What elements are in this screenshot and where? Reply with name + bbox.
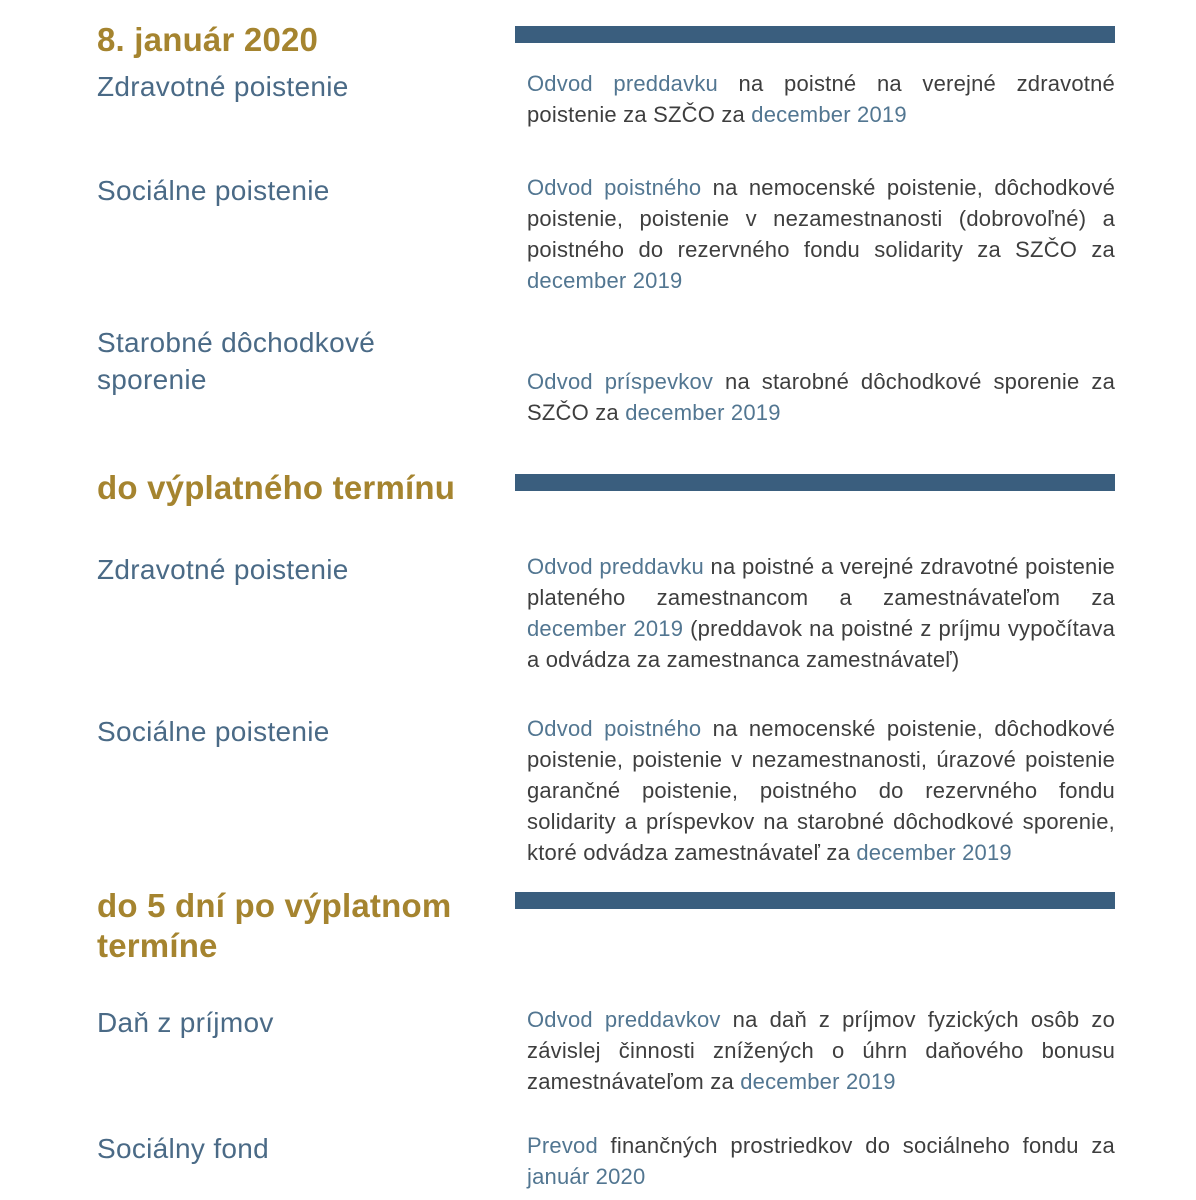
section-header-left [97, 886, 527, 966]
section-heading: do 5 dní po výplatnom termíne [97, 887, 452, 964]
row-left [97, 551, 527, 588]
row-description [527, 1004, 1115, 1097]
section-header-do-5-dni [0, 886, 1196, 966]
description-body: na daň z príjmov fyzických osôb zo závislej činnosti znížených o úhrn daňového bonusu zamestnávateľom za [527, 1007, 1115, 1094]
description-accent: Odvod preddavku [527, 554, 704, 579]
row-description [527, 366, 1115, 428]
section-header-do-vyplatneho-terminu [0, 468, 1196, 508]
row-left [97, 324, 527, 398]
row-right [527, 172, 1115, 296]
row-right [527, 713, 1115, 868]
row-left [97, 713, 527, 750]
section-divider-bar [515, 892, 1115, 909]
row-right [527, 1004, 1115, 1097]
row-right [527, 1130, 1115, 1192]
row-left [97, 68, 527, 105]
row-socialne-poistenie-1 [0, 172, 1196, 296]
row-right [527, 551, 1115, 675]
description-accent: december 2019 [751, 102, 907, 127]
section-heading: 8. január 2020 [97, 21, 319, 58]
description-accent: december 2019 [527, 616, 684, 641]
section-header-right [527, 20, 1115, 43]
section-header-right [527, 468, 1115, 491]
description-body: finančných prostriedkov do sociálneho fondu za [597, 1133, 1115, 1158]
category-label: Starobné dôchodkové sporenie [97, 327, 376, 395]
section-header-januar-8 [0, 20, 1196, 60]
row-dan-z-prijmov [0, 1004, 1196, 1097]
description-body: na nemocenské poistenie, dôchodkové poistenie, poistenie v nezamestnanosti, úrazové poistenie garančné poistenie, poistného do rezervného fondu solidarity a príspevkov na starobné dôchodkové sporenie, ktoré odvádza zamestnávateľ za [527, 716, 1116, 865]
row-description [527, 172, 1115, 296]
row-socialny-fond [0, 1130, 1196, 1192]
description-body: na starobné dôchodkové sporenie za SZČO za [527, 369, 1115, 425]
description-accent: Odvod poistného [527, 716, 702, 741]
description-body: na poistné na verejné zdravotné poistenie za SZČO za [527, 71, 1115, 127]
description-accent: Odvod poistného [527, 175, 702, 200]
category-label: Zdravotné poistenie [97, 554, 349, 585]
row-description [527, 713, 1115, 868]
row-left [97, 172, 527, 209]
description-body: (preddavok na poistné z príjmu vypočítava a odvádza za zamestnanca zamestnávateľ) [527, 616, 1116, 672]
row-socialne-poistenie-2 [0, 713, 1196, 868]
row-description [527, 551, 1115, 675]
description-accent: Odvod preddavkov [527, 1007, 721, 1032]
description-accent: Odvod preddavku [527, 71, 718, 96]
row-left [97, 1130, 527, 1167]
category-label: Sociálny fond [97, 1133, 270, 1164]
description-accent: december 2019 [856, 840, 1012, 865]
row-zdravotne-poistenie-1 [0, 68, 1196, 130]
category-label: Sociálne poistenie [97, 716, 330, 747]
description-body: na poistné a verejné zdravotné poistenie plateného zamestnancom a zamestnávateľom za [527, 554, 1115, 610]
section-heading: do výplatného termínu [97, 469, 456, 506]
row-right [527, 324, 1115, 428]
row-left [97, 1004, 527, 1041]
description-accent: január 2020 [527, 1164, 646, 1189]
description-accent: Prevod [527, 1133, 598, 1158]
description-accent: december 2019 [527, 268, 683, 293]
section-divider-bar [515, 474, 1115, 491]
section-header-left [97, 20, 527, 60]
row-description [527, 1130, 1115, 1192]
category-label: Zdravotné poistenie [97, 71, 349, 102]
description-body: na nemocenské poistenie, dôchodkové poistenie, poistenie v nezamestnanosti (dobrovoľné) a poistného do rezervného fondu solidarity za SZČO za [527, 175, 1116, 262]
section-divider-bar [515, 26, 1115, 43]
row-starobne-dochodkove-sporenie [0, 324, 1196, 428]
description-accent: Odvod príspevkov [527, 369, 714, 394]
row-description [527, 68, 1115, 130]
section-header-left [97, 468, 527, 508]
description-accent: december 2019 [625, 400, 781, 425]
row-zdravotne-poistenie-2 [0, 551, 1196, 675]
row-right [527, 68, 1115, 130]
category-label: Sociálne poistenie [97, 175, 330, 206]
description-accent: december 2019 [740, 1069, 896, 1094]
section-header-right [527, 886, 1115, 909]
category-label: Daň z príjmov [97, 1007, 274, 1038]
